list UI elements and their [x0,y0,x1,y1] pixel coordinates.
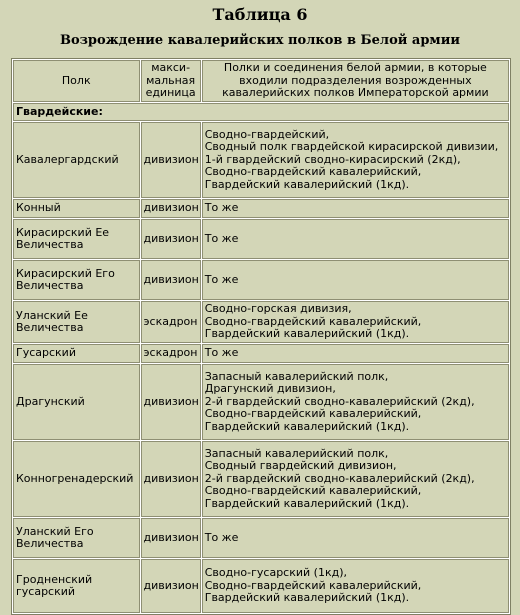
table-number-title: Таблица 6 [212,5,308,24]
formations-cell [202,301,509,343]
header-max-unit [141,60,201,102]
table-row [13,364,509,440]
formations-cell [202,518,509,558]
formation-line: Сводный полк гвардейской кирасирской дивизии, [204,140,499,154]
max-unit-cell: дивизион [141,559,201,613]
formation-line: То же [204,201,239,215]
formation-line: Гвардейский кавалерийский (1кд). [204,327,410,341]
formation-line: Сводно-гвардейский кавалерийский, [204,484,422,498]
table-row [13,344,509,363]
formations-cell [202,199,509,218]
header-max-unit-line2: мальная [146,73,196,87]
formation-line: Сводно-гвардейский, [204,127,330,141]
formation-line: Гвардейский кавалерийский (1кд). [204,591,410,605]
formation-line: Драгунский дивизион, [204,382,336,396]
max-unit-cell: дивизион [141,219,201,259]
formations-cell [202,260,509,300]
formation-line: Сводно-гвардейский кавалерийский, [204,578,422,592]
regiment-cell: Уланский Его Величества [13,518,140,558]
table-row [13,122,509,198]
table-row [13,559,509,613]
header-max-unit-line1: макси- [151,61,191,75]
formation-line: Гвардейский кавалерийский (1кд). [204,419,410,433]
table-body [13,103,509,613]
formation-line: Сводно-гвардейский кавалерийский, [204,407,422,421]
formation-line: Сводно-гвардейский кавалерийский, [204,314,422,328]
regiment-cell: Кавалергардский [13,122,140,198]
formation-line: 2-й гвардейский сводно-кавалерийский (2кд), [204,471,475,485]
formation-line: Гвардейский кавалерийский (1кд). [204,496,410,510]
max-unit-cell: дивизион [141,441,201,517]
formation-line: Сводно-гусарский (1кд), [204,566,347,580]
table-row [13,441,509,517]
formations-cell [202,441,509,517]
formation-line: То же [204,272,239,286]
regiment-cell: Уланский Ее Величества [13,301,140,343]
formation-line: Запасный кавалерийский полк, [204,446,389,460]
max-unit-cell: дивизион [141,260,201,300]
formation-line: Сводно-горская дивизия, [204,302,352,316]
max-unit-cell: эскадрон [141,301,201,343]
group-label: Гвардейские: [13,103,509,121]
formations-cell [202,364,509,440]
regiments-table [11,58,511,615]
formation-line: Сводно-гвардейский кавалерийский, [204,165,422,179]
header-max-unit-line3: единица [145,86,196,100]
table-row [13,518,509,558]
formation-line: Сводный гвардейский дивизион, [204,459,397,473]
table-row [13,301,509,343]
max-unit-cell: дивизион [141,518,201,558]
header-regiment: Полк [13,60,140,102]
formation-line: 2-й гвардейский сводно-кавалерийский (2кд), [204,394,475,408]
regiment-cell: Кирасирский Ее Величества [13,219,140,259]
max-unit-cell: дивизион [141,122,201,198]
formation-line: То же [204,231,239,245]
formations-cell [202,219,509,259]
header-formations-line1: Полки и соединения белой армии, в которые [223,61,487,75]
regiment-cell: Гродненский гусарский [13,559,140,613]
formations-cell [202,122,509,198]
formation-line: Гвардейский кавалерийский (1кд). [204,177,410,191]
formation-line: Запасный кавалерийский полк, [204,369,389,383]
regiment-cell: Конногренадерский [13,441,140,517]
regiment-cell: Кирасирский Его Величества [13,260,140,300]
table-row [13,199,509,218]
max-unit-cell: эскадрон [141,344,201,363]
formation-line: То же [204,530,239,544]
regiment-cell: Гусарский [13,344,140,363]
max-unit-cell: дивизион [141,364,201,440]
max-unit-cell: дивизион [141,199,201,218]
group-row [13,103,509,121]
table-row [13,260,509,300]
header-row [13,60,509,102]
header-formations-line3: кавалерийских полков Императорской армии [222,86,489,100]
formation-line: То же [204,346,239,360]
formation-line: 1-й гвардейский сводно-кирасирский (2кд), [204,152,461,166]
header-formations-line2: входили подразделения возрожденных [239,73,472,87]
regiment-cell: Конный [13,199,140,218]
table-row [13,219,509,259]
formations-cell [202,559,509,613]
formations-cell [202,344,509,363]
header-formations [202,60,509,102]
regiment-cell: Драгунский [13,364,140,440]
table-caption: Возрождение кавалерийских полков в Белой армии [59,33,461,48]
